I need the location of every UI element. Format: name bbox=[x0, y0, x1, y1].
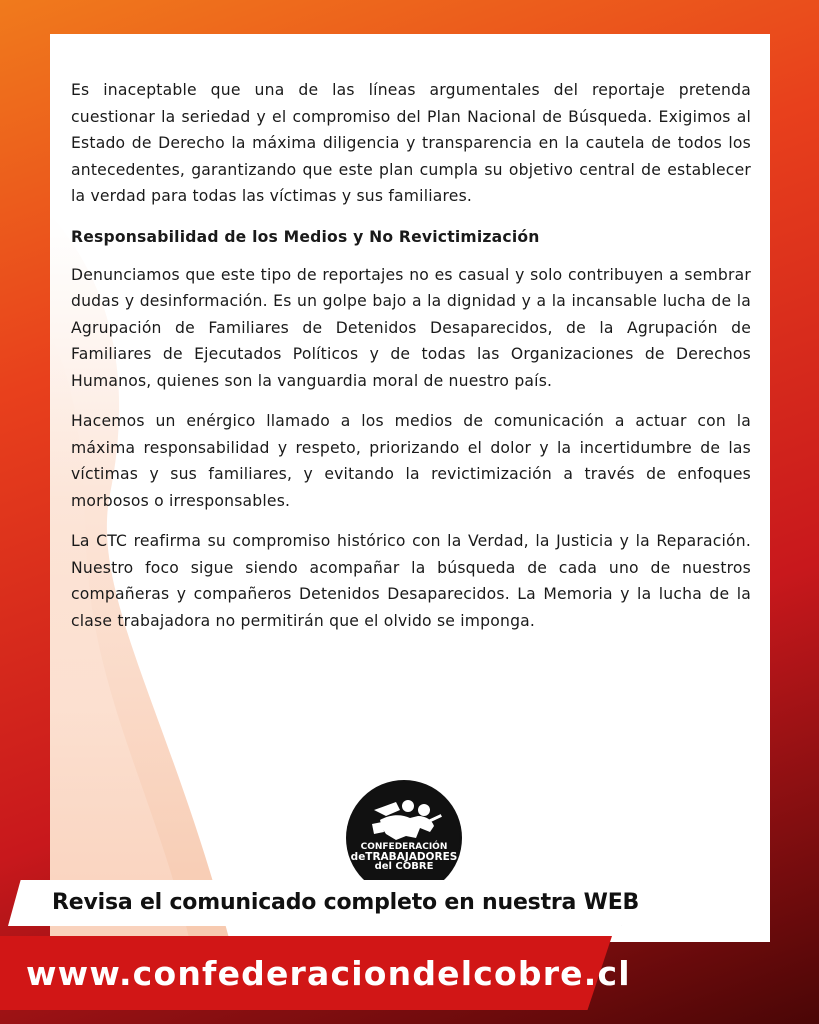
logo-line-2: deTRABAJADORES bbox=[350, 851, 458, 863]
paragraph-denuncia: Denunciamos que este tipo de reportajes no es casual y solo contribuyen a sembrar dudas y desinformación. Es un golpe bajo a la dignidad y a la incansable lucha de la Agrupación de Familiares de Detenidos Desaparecidos, de la Agrupación de Familiares de Ejecutados Políticos y de todas las Organizaciones de Derechos Humanos, quienes son la vanguardia moral de nuestro país. bbox=[71, 265, 751, 390]
section-heading: Responsabilidad de los Medios y No Revictimización bbox=[71, 227, 540, 246]
paragraph-plan-busqueda: Es inaceptable que una de las líneas argumentales del reportaje pretenda cuestionar la seriedad y el compromiso del Plan Nacional de Búsqueda. Exigimos al Estado de Derecho la máxima diligencia y transparencia en la cautela de todos los antecedentes, garantizando que este plan cumpla su objetivo central de establecer la verdad para todas las víctimas y sus familiares. bbox=[71, 81, 751, 205]
cta-banner-text: Revisa el comunicado completo en nuestra WEB bbox=[52, 890, 640, 915]
website-link[interactable]: www.confederaciondelcobre.cl bbox=[26, 954, 631, 993]
logo-text bbox=[346, 842, 462, 872]
paragraph-llamado-medios: Hacemos un enérgico llamado a los medios de comunicación a actuar con la máxima responsabilidad y respeto, priorizando el dolor y la incertidumbre de las víctimas y sus familiares, y evitando la revictimización a través de enfoques morbosos o irresponsables. bbox=[71, 412, 751, 510]
ctc-logo bbox=[346, 780, 462, 896]
logo-line-3: del COBRE bbox=[374, 861, 434, 872]
statement-body bbox=[71, 77, 751, 648]
logo-line-1: CONFEDERACIÓN bbox=[360, 842, 448, 852]
workers-silhouette-icon bbox=[346, 780, 462, 896]
paragraph-compromiso-ctc: La CTC reafirma su compromiso histórico con la Verdad, la Justicia y la Reparación. Nuestro foco sigue siendo acompañar la búsqueda de cada uno de nuestros compañeras y compañeros Detenidos Desaparecidos. La Memoria y la lucha de la clase trabajadora no permitirán que el olvido se imponga. bbox=[71, 532, 751, 630]
